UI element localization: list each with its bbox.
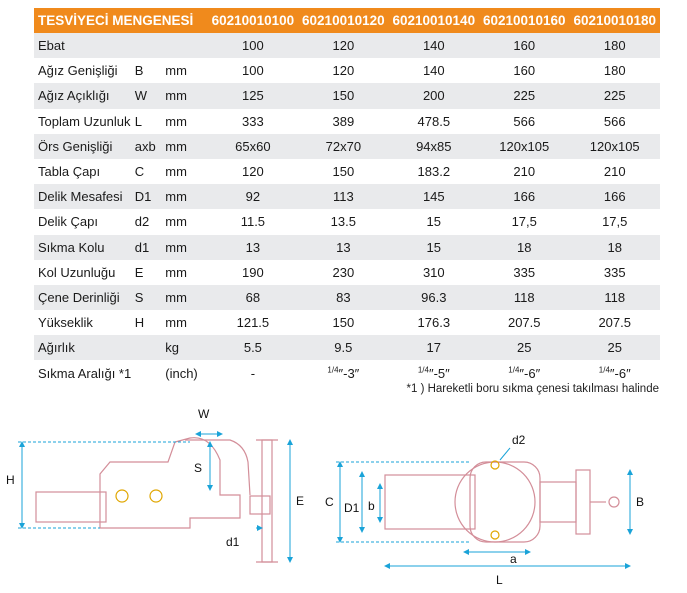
row-value: 140 xyxy=(389,58,479,83)
row-value: 150 xyxy=(298,310,388,335)
dim-label-d2: d2 xyxy=(512,433,526,447)
row-value: 13 xyxy=(298,235,388,260)
range-text: ″-6″ xyxy=(519,365,541,381)
table-row xyxy=(34,159,660,184)
row-value: 18 xyxy=(569,235,660,260)
row-value: 190 xyxy=(208,260,298,285)
row-symbol: axb xyxy=(135,134,166,159)
model-header: 60210010160 xyxy=(479,8,569,33)
row-name: Örs Genişliği xyxy=(34,134,135,159)
row-value: 94x85 xyxy=(389,134,479,159)
row-value xyxy=(569,360,660,385)
dim-label-a: a xyxy=(510,552,517,566)
row-value: 335 xyxy=(479,260,569,285)
row-value: 145 xyxy=(389,184,479,209)
row-value: 9.5 xyxy=(298,335,388,360)
table-header-row xyxy=(34,8,660,33)
row-value: 118 xyxy=(479,285,569,310)
row-name: Kol Uzunluğu xyxy=(34,260,135,285)
row-value: 200 xyxy=(389,83,479,108)
bolt-2 xyxy=(150,490,162,502)
row-value: 566 xyxy=(479,109,569,134)
row-value: 335 xyxy=(569,260,660,285)
row-value: 166 xyxy=(569,184,660,209)
table-row xyxy=(34,33,660,58)
row-value xyxy=(208,360,298,385)
row-symbol: B xyxy=(135,58,166,83)
table-row xyxy=(34,260,660,285)
row-value: 13 xyxy=(208,235,298,260)
row-unit: mm xyxy=(165,159,207,184)
range-text: ″-6″ xyxy=(609,365,631,381)
table-row xyxy=(34,285,660,310)
row-symbol: W xyxy=(135,83,166,108)
row-value: 166 xyxy=(479,184,569,209)
table-body xyxy=(34,33,660,386)
row-value: 25 xyxy=(479,335,569,360)
row-value xyxy=(389,360,479,385)
vise-body xyxy=(100,438,240,528)
side-view xyxy=(36,438,278,562)
row-value: 140 xyxy=(389,33,479,58)
model-header: 60210010180 xyxy=(569,8,660,33)
row-unit: mm xyxy=(165,260,207,285)
row-symbol: C xyxy=(135,159,166,184)
range-text: ″-3″ xyxy=(338,365,360,381)
row-symbol xyxy=(135,33,166,58)
range-text: - xyxy=(250,365,256,381)
table-row xyxy=(34,235,660,260)
row-value: 207.5 xyxy=(479,310,569,335)
row-value: 210 xyxy=(479,159,569,184)
row-value: 83 xyxy=(298,285,388,310)
row-value: 65x60 xyxy=(208,134,298,159)
table-row-range xyxy=(34,360,660,385)
table-row xyxy=(34,109,660,134)
row-value: 15 xyxy=(389,235,479,260)
row-value: 225 xyxy=(569,83,660,108)
row-value: 120 xyxy=(298,33,388,58)
dim-label-L: L xyxy=(496,573,503,587)
row-name: Ağız Açıklığı xyxy=(34,83,135,108)
row-value: 100 xyxy=(208,33,298,58)
row-symbol xyxy=(135,335,166,360)
row-value: 150 xyxy=(298,159,388,184)
row-value: 113 xyxy=(298,184,388,209)
table-row xyxy=(34,83,660,108)
row-unit: mm xyxy=(165,235,207,260)
row-unit: mm xyxy=(165,109,207,134)
dim-label-C: C xyxy=(325,495,334,509)
range-fraction: 1/4 xyxy=(508,365,520,375)
row-value: 120 xyxy=(208,159,298,184)
row-value: 389 xyxy=(298,109,388,134)
row-symbol: S xyxy=(135,285,166,310)
row-value: 210 xyxy=(569,159,660,184)
row-value: 120x105 xyxy=(569,134,660,159)
range-fraction: 1/4 xyxy=(598,365,610,375)
row-value: 310 xyxy=(389,260,479,285)
dim-label-H: H xyxy=(6,473,15,487)
top-dimensions xyxy=(336,448,630,566)
row-unit: mm xyxy=(165,310,207,335)
row-name: Delik Çapı xyxy=(34,209,135,234)
row-value: 96.3 xyxy=(389,285,479,310)
row-value: 120 xyxy=(298,58,388,83)
row-unit: mm xyxy=(165,285,207,310)
range-fraction: 1/4 xyxy=(327,365,339,375)
row-name: Toplam Uzunluk xyxy=(34,109,135,134)
row-value: 176.3 xyxy=(389,310,479,335)
row-name: Delik Mesafesi xyxy=(34,184,135,209)
row-symbol: d1 xyxy=(135,235,166,260)
row-value: 13.5 xyxy=(298,209,388,234)
row-value: 230 xyxy=(298,260,388,285)
row-symbol: d2 xyxy=(135,209,166,234)
row-value: 207.5 xyxy=(569,310,660,335)
row-value: 183.2 xyxy=(389,159,479,184)
vise-slide xyxy=(36,492,106,522)
dim-label-B: B xyxy=(636,495,645,509)
dim-label-E: E xyxy=(296,494,305,508)
table-row xyxy=(34,184,660,209)
base-plate xyxy=(455,462,535,542)
row-value: 160 xyxy=(479,33,569,58)
mount-hole-2 xyxy=(491,531,499,539)
row-value: 150 xyxy=(298,83,388,108)
row-value: 478.5 xyxy=(389,109,479,134)
table-row xyxy=(34,310,660,335)
row-unit: mm xyxy=(165,134,207,159)
row-value: 11.5 xyxy=(208,209,298,234)
row-name: Ebat xyxy=(34,33,135,58)
row-name: Çene Derinliği xyxy=(34,285,135,310)
row-unit: (inch) xyxy=(165,360,207,385)
row-value: 5.5 xyxy=(208,335,298,360)
row-value: 160 xyxy=(479,58,569,83)
row-value: 180 xyxy=(569,58,660,83)
row-symbol: D1 xyxy=(135,184,166,209)
slide-rail xyxy=(385,475,475,529)
row-unit: mm xyxy=(165,184,207,209)
screw-end xyxy=(609,497,619,507)
row-symbol: L xyxy=(135,109,166,134)
row-value: 25 xyxy=(569,335,660,360)
row-value: 18 xyxy=(479,235,569,260)
footnote: *1 ) Hareketli boru sıkma çenesi takılması halinde xyxy=(406,383,659,395)
dim-label-b: b xyxy=(368,499,375,513)
table-row xyxy=(34,335,660,360)
model-header: 60210010100 xyxy=(208,8,298,33)
row-name: Sıkma Kolu xyxy=(34,235,135,260)
row-name: Ağırlık xyxy=(34,335,135,360)
dim-label-S: S xyxy=(194,461,203,475)
row-value: 17,5 xyxy=(479,209,569,234)
table-row xyxy=(34,58,660,83)
row-value: 92 xyxy=(208,184,298,209)
row-value xyxy=(479,360,569,385)
technical-drawing xyxy=(0,400,687,593)
rear-jaw xyxy=(540,482,576,522)
screw-block xyxy=(250,496,270,514)
row-value: 120x105 xyxy=(479,134,569,159)
row-unit: mm xyxy=(165,58,207,83)
row-value: 225 xyxy=(479,83,569,108)
row-value xyxy=(298,360,388,385)
row-value: 100 xyxy=(208,58,298,83)
row-value: 17,5 xyxy=(569,209,660,234)
row-symbol: E xyxy=(135,260,166,285)
row-value: 118 xyxy=(569,285,660,310)
row-value: 72x70 xyxy=(298,134,388,159)
row-symbol xyxy=(135,360,166,385)
row-name: Ağız Genişliği xyxy=(34,58,135,83)
row-value: 566 xyxy=(569,109,660,134)
row-unit: mm xyxy=(165,83,207,108)
row-symbol: H xyxy=(135,310,166,335)
dim-label-W: W xyxy=(198,407,210,421)
bolt-1 xyxy=(116,490,128,502)
dim-label-d1: d1 xyxy=(226,535,240,549)
range-text: ″-5″ xyxy=(428,365,450,381)
row-value: 125 xyxy=(208,83,298,108)
range-fraction: 1/4 xyxy=(417,365,429,375)
jaw-plate xyxy=(576,470,590,534)
row-value: 15 xyxy=(389,209,479,234)
row-name: Sıkma Aralığı *1 xyxy=(34,360,135,385)
row-value: 333 xyxy=(208,109,298,134)
side-dimensions xyxy=(18,434,290,562)
row-name: Yükseklik xyxy=(34,310,135,335)
row-unit: mm xyxy=(165,209,207,234)
spec-table xyxy=(34,8,660,386)
model-header: 60210010140 xyxy=(389,8,479,33)
row-unit: kg xyxy=(165,335,207,360)
table-row xyxy=(34,134,660,159)
top-view xyxy=(385,461,619,542)
vise-housing xyxy=(470,462,540,542)
row-unit xyxy=(165,33,207,58)
row-value: 17 xyxy=(389,335,479,360)
table-row xyxy=(34,209,660,234)
model-header: 60210010120 xyxy=(298,8,388,33)
row-value: 180 xyxy=(569,33,660,58)
dim-label-D1: D1 xyxy=(344,501,360,515)
row-name: Tabla Çapı xyxy=(34,159,135,184)
row-value: 68 xyxy=(208,285,298,310)
table-title: TESVİYECİ MENGENESİ xyxy=(34,8,208,33)
row-value: 121.5 xyxy=(208,310,298,335)
